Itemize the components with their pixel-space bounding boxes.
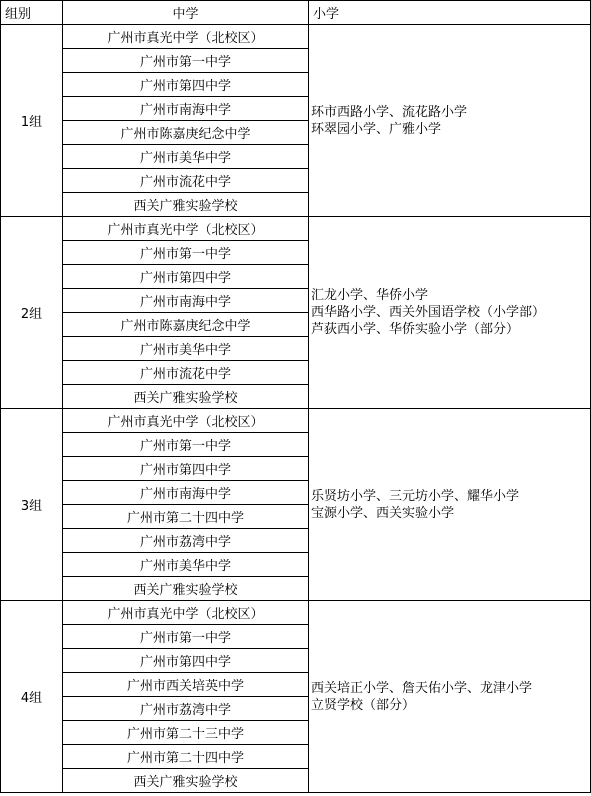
header-row — [1, 1, 591, 25]
middle-school-cell: 广州市第二十四中学 — [63, 505, 309, 529]
primary-school-cell — [309, 409, 591, 601]
middle-school-cell: 广州市陈嘉庚纪念中学 — [63, 121, 309, 145]
middle-school-cell: 广州市第二十三中学 — [63, 721, 309, 745]
middle-school-cell: 广州市真光中学（北校区） — [63, 25, 309, 49]
middle-school-cell: 广州市西关培英中学 — [63, 673, 309, 697]
primary-school-line: 乐贤坊小学、三元坊小学、耀华小学 — [311, 488, 520, 504]
primary-school-line: 西华路小学、西关外国语学校（小学部） — [311, 305, 546, 320]
middle-school-cell: 广州市第四中学 — [63, 265, 309, 289]
middle-school-cell: 广州市南海中学 — [63, 97, 309, 121]
middle-school-cell: 广州市南海中学 — [63, 481, 309, 505]
middle-school-cell: 广州市荔湾中学 — [63, 697, 309, 721]
primary-school-line: 宝源小学、西关实验小学 — [311, 505, 455, 521]
group-cell: 3组 — [1, 409, 63, 601]
middle-school-cell: 广州市第二十四中学 — [63, 745, 309, 769]
group-cell: 4组 — [1, 601, 63, 793]
middle-school-cell: 广州市第四中学 — [63, 457, 309, 481]
primary-school-cell — [309, 601, 591, 793]
primary-school-line: 环市西路小学、流花路小学 — [311, 104, 468, 120]
primary-school-line: 西关培正小学、詹天佑小学、龙津小学 — [311, 680, 533, 696]
primary-school-cell — [309, 25, 591, 217]
primary-school-line: 芦荻西小学、华侨实验小学（部分） — [311, 322, 520, 337]
middle-school-cell: 广州市第一中学 — [63, 241, 309, 265]
middle-school-cell: 西关广雅实验学校 — [63, 769, 309, 793]
middle-school-cell: 广州市美华中学 — [63, 553, 309, 577]
middle-school-cell: 西关广雅实验学校 — [63, 385, 309, 409]
table-row — [1, 601, 591, 625]
middle-school-cell: 广州市第四中学 — [63, 73, 309, 97]
table-row — [1, 25, 591, 49]
table-row — [1, 409, 591, 433]
middle-school-cell: 西关广雅实验学校 — [63, 193, 309, 217]
table-row — [1, 217, 591, 241]
primary-school-cell — [309, 217, 591, 409]
header-primary-school: 小学 — [309, 1, 591, 25]
middle-school-cell: 广州市真光中学（北校区） — [63, 217, 309, 241]
group-cell: 2组 — [1, 217, 63, 409]
group-cell: 1组 — [1, 25, 63, 217]
middle-school-cell: 广州市第四中学 — [63, 649, 309, 673]
header-middle-school: 中学 — [63, 1, 309, 25]
middle-school-cell: 西关广雅实验学校 — [63, 577, 309, 601]
middle-school-cell: 广州市第一中学 — [63, 433, 309, 457]
primary-school-line: 环翠园小学、广雅小学 — [311, 121, 442, 137]
table-body — [1, 25, 591, 793]
middle-school-cell: 广州市美华中学 — [63, 337, 309, 361]
primary-school-line: 立贤学校（部分） — [311, 697, 416, 713]
middle-school-cell: 广州市美华中学 — [63, 145, 309, 169]
primary-school-line: 汇龙小学、华侨小学 — [311, 288, 429, 303]
middle-school-cell: 广州市南海中学 — [63, 289, 309, 313]
middle-school-cell: 广州市第一中学 — [63, 49, 309, 73]
middle-school-cell: 广州市陈嘉庚纪念中学 — [63, 313, 309, 337]
header-group: 组别 — [1, 1, 63, 25]
middle-school-cell: 广州市真光中学（北校区） — [63, 409, 309, 433]
middle-school-cell: 广州市第一中学 — [63, 625, 309, 649]
middle-school-cell: 广州市荔湾中学 — [63, 529, 309, 553]
middle-school-cell: 广州市流花中学 — [63, 169, 309, 193]
middle-school-cell: 广州市真光中学（北校区） — [63, 601, 309, 625]
middle-school-cell: 广州市流花中学 — [63, 361, 309, 385]
